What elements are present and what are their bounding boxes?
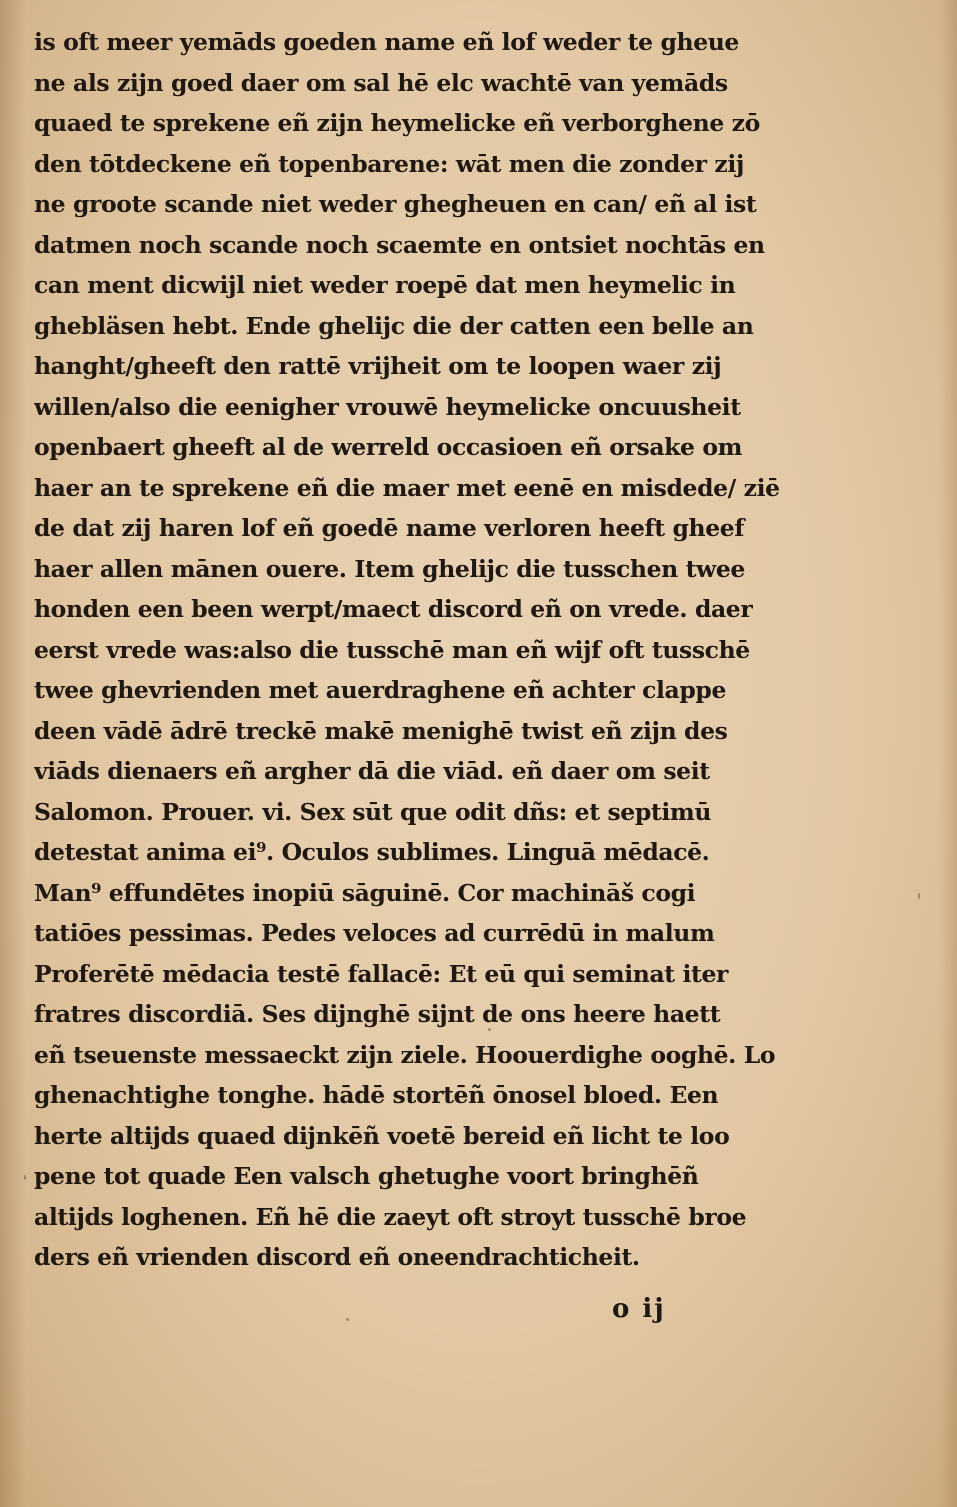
text-line: ne groote scande niet weder ghegheuen en can/ eñ al ist	[34, 190, 757, 218]
text-line: detestat anima ei⁹. Oculos sublimes. Linguā mēdacē.	[34, 838, 710, 866]
paper-speck	[918, 893, 920, 899]
text-line: ne als zijn goed daer om sal hē elc wachtē van yemāds	[34, 68, 728, 97]
paper-speck	[24, 1175, 26, 1180]
text-line: Salomon. Prouer. vi. Sex sūt que odit dñs: et septimū	[34, 797, 712, 826]
text-line: tatiōes pessimas. Pedes veloces ad currēdū in malum	[34, 919, 715, 947]
text-line: ders eñ vrienden discord eñ oneendrachticheit.	[34, 1243, 640, 1271]
text-line: den tōtdeckene eñ topenbarene: wāt men die zonder zij	[34, 149, 744, 178]
text-line: Man⁹ effundētes inopiū sāguinē. Cor machināš cogi	[34, 878, 696, 907]
text-line: is oft meer yemāds goeden name eñ lof weder te gheue	[34, 28, 739, 56]
text-line: hanght/gheeft den rattē vrijheit om te loopen waer zij	[34, 352, 722, 380]
text-line: pene tot quade Een valsch ghetughe voort bringhēñ	[34, 1162, 699, 1190]
text-line: honden een been werpt/maect discord eñ on vrede. daer	[34, 595, 753, 623]
text-line: Proferētē mēdacia testē fallacē: Et eū qui seminat iter	[34, 959, 729, 988]
text-line: haer an te sprekene eñ die maer met eenē en misdede/ ziē	[34, 473, 780, 502]
text-line: can ment dicwijl niet weder roepē dat men heymelic in	[34, 271, 736, 299]
text-line: ghebläsen hebt. Ende ghelijc die der catten een belle an	[34, 311, 754, 340]
text-line: deen vādē ādrē treckē makē menighē twist eñ zijn des	[34, 716, 728, 745]
text-line: haer allen mānen ouere. Item ghelijc die tusschen twee	[34, 554, 745, 583]
text-line: twee ghevrienden met auerdraghene eñ achter clappe	[34, 676, 726, 704]
text-line: ghenachtighe tonghe. hādē stortēñ ōnosel bloed. Een	[34, 1081, 719, 1109]
signature-mark: o ij	[612, 1294, 666, 1324]
text-line: viāds dienaers eñ argher dā die viād. eñ daer om seit	[34, 757, 710, 785]
text-line: eerst vrede was:also die tusschē man eñ wijf oft tusschē	[34, 635, 750, 664]
paper-speck	[346, 1318, 349, 1321]
paper-speck	[488, 1028, 491, 1031]
text-line: de dat zij haren lof eñ goedē name verloren heeft gheef	[34, 514, 745, 542]
text-line: willen/also die eenigher vrouwē heymelicke oncuusheit	[34, 392, 741, 421]
text-line: datmen noch scande noch scaemte en ontsiet nochtās en	[34, 230, 765, 259]
text-block	[34, 22, 914, 1278]
text-line: altijds loghenen. Eñ hē die zaeyt oft stroyt tusschē broe	[34, 1202, 747, 1231]
text-line: openbaert gheeft al de werreld occasioen eñ orsake om	[34, 433, 743, 461]
text-line: eñ tseuenste messaeckt zijn ziele. Hoouerdighe ooghē. Lo	[34, 1040, 776, 1069]
text-line: herte altijds quaed dijnkēñ voetē bereid eñ licht te loo	[34, 1121, 730, 1150]
text-line: fratres discordiā. Ses dijnghē sijnt de ons heere haett	[34, 1000, 721, 1028]
text-line: quaed te sprekene eñ zijn heymelicke eñ verborghene zō	[34, 109, 760, 137]
